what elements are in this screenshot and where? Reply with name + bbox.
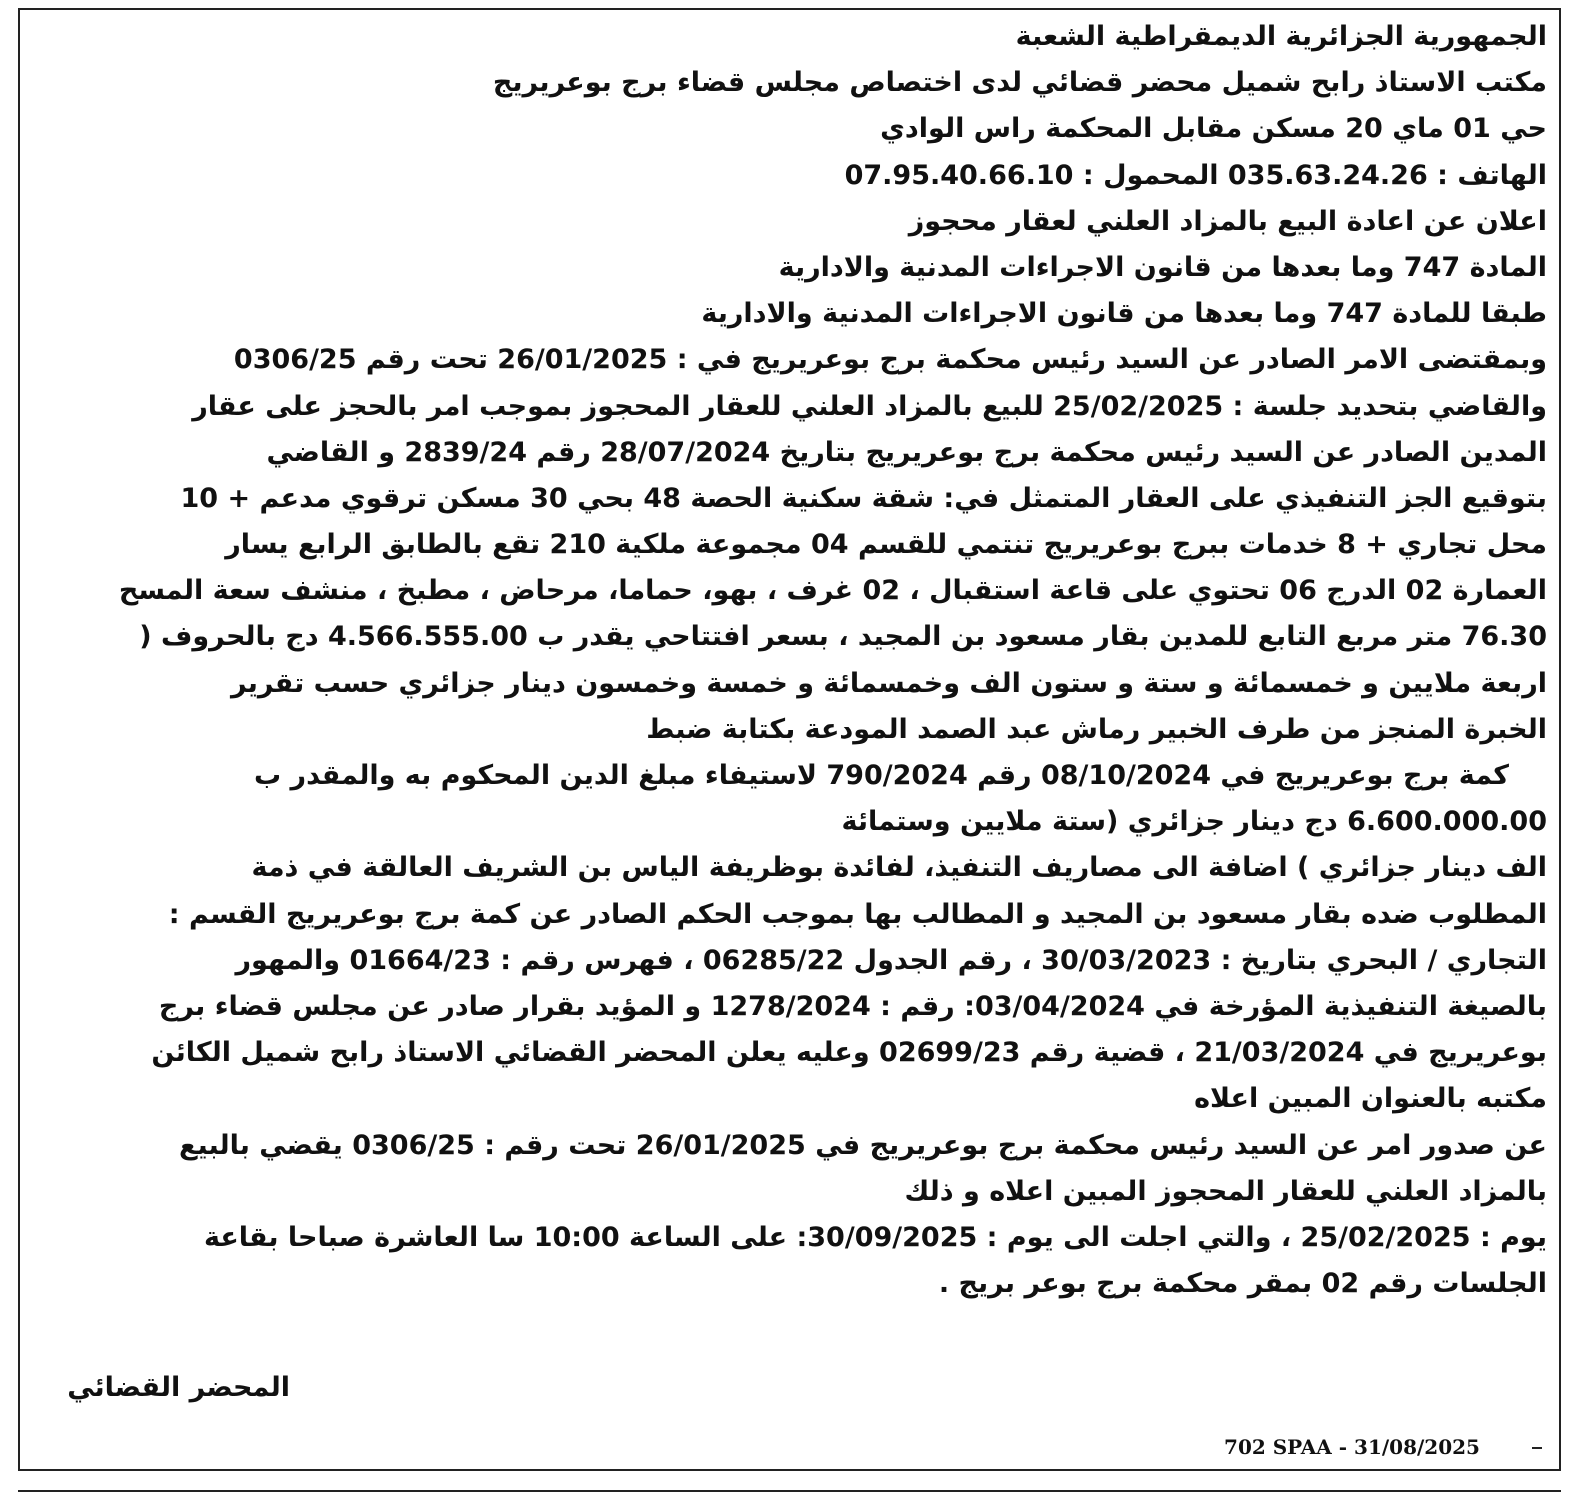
text-line: طبقا للمادة 747 وما بعدها من قانون الاجراءات المدنية والادارية [701,298,1547,330]
signature-bailiff: المحضر القضائي [67,1372,290,1403]
text-line: 6.600.000.00 دج دينار جزائري (ستة ملايين وستمائة [841,806,1547,838]
header-phone: الهاتف : 035.63.24.26 المحمول : 07.95.40.66.10 [844,159,1547,191]
text-line: والقاضي بتحديد جلسة : 25/02/2025 للبيع بالمزاد العلني للعقار المحجوز بموجب امر بالحجز على عقار [192,390,1547,422]
text-line: المطلوب ضده بقار مسعود بن المجيد و المطالب بها بموجب الحكم الصادر عن كمة برج بوعريريج القسم : [168,898,1547,930]
notice-body [47,14,1547,1307]
text-line: كمة برج بوعريريج في 08/10/2024 رقم 790/2024 لاستيفاء مبلغ الدين المحكوم به والمقدر ب [254,760,1509,791]
header-address: حي 01 ماي 20 مسكن مقابل المحكمة راس الوادي [880,113,1547,145]
header-republic: الجمهورية الجزائرية الديمقراطية الشعبة [1015,21,1547,52]
text-line: الخبرة المنجز من طرف الخبير رماش عبد الصمد المودعة بكتابة ضبط [646,713,1547,745]
text-line: الف دينار جزائري ) اضافة الى مصاريف التنفيذ، لفائدة بوظريفة الياس بن الشريف العالقة في ذمة [251,852,1547,884]
notice-title: اعلان عن اعادة البيع بالمزاد العلني لعقار محجوز [908,205,1547,237]
text-line: عن صدور امر عن السيد رئيس محكمة برج بوعريريج في 26/01/2025 تحت رقم : 0306/25 يقضي بالبيع [179,1129,1547,1161]
text-line: بالمزاد العلني للعقار المحجوز المبين اعلاه و ذلك [904,1175,1547,1207]
text-line: وبمقتضى الامر الصادر عن السيد رئيس محكمة برج بوعريريج في : 26/01/2025 تحت رقم 0306/25 [233,344,1547,376]
text-line: الجلسات رقم 02 بمقر محكمة برج بوعر بريج . [938,1268,1547,1300]
text-line: 76.30 متر مربع التابع للمدين بقار مسعود بن المجيد ، بسعر افتتاحي يقدر ب 4.566.555.00 دج بالحروف ( [139,621,1547,653]
text-line: اربعة ملايين و خمسمائة و ستة و ستون الف وخمسمائة و خمسة وخمسون دينار جزائري حسب تقرير [230,667,1547,699]
text-line: بوعريريج في 21/03/2024 ، قضية رقم 02699/23 وعليه يعلن المحضر القضائي الاستاذ رابح شميل الكائن [151,1037,1547,1069]
next-notice-border [18,1490,1561,1492]
footer-reference: 702 SPAA - 31/08/2025 [1172,1432,1532,1462]
text-line: مكتبه بالعنوان المبين اعلاه [1194,1083,1547,1115]
text-line: يوم : 25/02/2025 ، والتي اجلت الى يوم : 30/09/2025: على الساعة 10:00 سا العاشرة صباحا بقاعة [203,1221,1547,1253]
text-line: بالصيغة التنفيذية المؤرخة في 03/04/2024: رقم : 1278/2024 و المؤيد بقرار صادر عن مجلس قضاء برج [158,990,1547,1022]
legal-article: المادة 747 وما بعدها من قانون الاجراءات المدنية والادارية [778,251,1547,283]
text-line: العمارة 02 الدرج 06 تحتوي على قاعة استقبال ، 02 غرف ، بهو، حماما، مرحاض ، مطبخ ، منشف سعة المسح [118,575,1547,607]
text-line: بتوقيع الجز التنفيذي على العقار المتمثل في: شقة سكنية الحصة 48 بحي 30 مسكن ترقوي مدعم + 10 [180,482,1547,514]
text-line: المدين الصادر عن السيد رئيس محكمة برج بوعريريج بتاريخ 28/07/2024 رقم 2839/24 و القاضي [266,436,1547,468]
header-office: مكتب الاستاذ رابح شميل محضر قضائي لدى اختصاص مجلس قضاء برج بوعريريج [492,67,1547,99]
text-line: محل تجاري + 8 خدمات ببرج بوعريريج تنتمي للقسم 04 مجموعة ملكية 210 تقع بالطابق الرابع يسار [225,529,1547,561]
text-line: التجاري / البحري بتاريخ : 30/03/2023 ، رقم الجدول 06285/22 ، فهرس رقم : 01664/23 والمهور [235,944,1547,976]
